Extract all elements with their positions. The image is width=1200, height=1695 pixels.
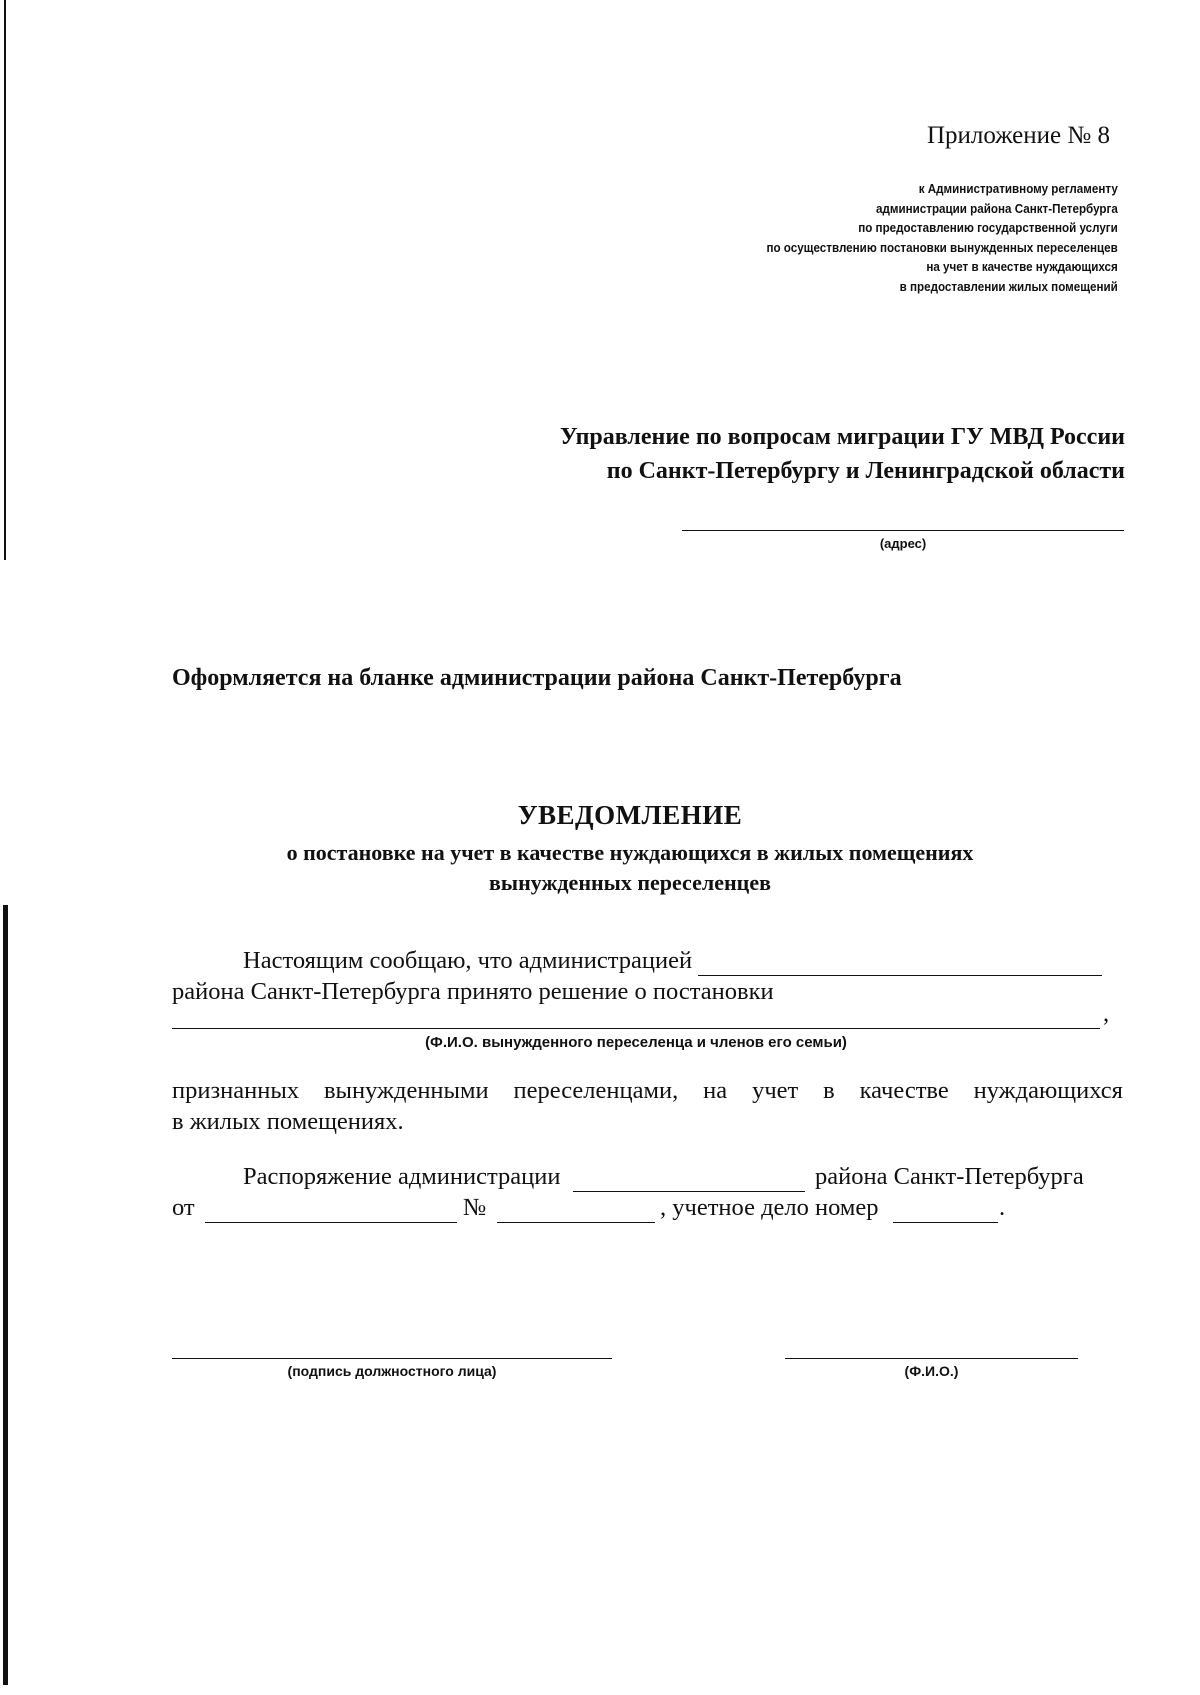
regulation-line: по предоставлению государственной услуги [858, 221, 1118, 235]
administration-name-field[interactable] [698, 975, 1102, 976]
addressee-line-1: Управление по вопросам миграции ГУ МВД России [559, 424, 1125, 450]
fio-comma: , [1103, 1000, 1110, 1027]
appendix-title: Приложение № 8 [926, 122, 1110, 149]
regulation-reference [767, 180, 1118, 297]
order-suffix: района Санкт-Петербурга [815, 1163, 1084, 1190]
recognized-word: признанных [172, 1077, 300, 1104]
recognized-word: переселенцами, [513, 1077, 679, 1104]
case-number-field[interactable] [893, 1222, 998, 1223]
order-prefix: Распоряжение администрации [243, 1163, 561, 1190]
notice-subtitle-line-1: о постановке на учет в качестве нуждающихся в жилых помещениях [286, 840, 974, 865]
scan-edge-mark-bottom [3, 905, 8, 1685]
recognized-word: вынужденными [323, 1077, 489, 1104]
recognized-line-2: в жилых помещениях. [172, 1108, 404, 1135]
fio-family-field[interactable] [172, 1028, 1100, 1029]
fio-signature-caption: (Ф.И.О.) [904, 1363, 959, 1379]
address-field[interactable] [682, 530, 1124, 531]
recognized-word: на [703, 1077, 728, 1104]
official-signature-field[interactable] [172, 1358, 612, 1359]
addressee-line-2: по Санкт-Петербургу и Ленинградской области [606, 458, 1125, 484]
body-line-1: Настоящим сообщаю, что администрацией [243, 947, 693, 974]
fio-signature-field[interactable] [785, 1358, 1078, 1359]
official-signature-caption: (подпись должностного лица) [287, 1363, 497, 1379]
regulation-line: по осуществлению постановки вынужденных переселенцев [766, 240, 1118, 255]
from-label: от [172, 1194, 195, 1221]
regulation-line: в предоставлении жилых помещений [899, 279, 1118, 294]
notice-subtitle [170, 838, 1090, 898]
order-number-field[interactable] [497, 1222, 655, 1223]
notice-title: УВЕДОМЛЕНИЕ [517, 800, 743, 830]
notice-subtitle-line-2: вынужденных переселенцев [489, 870, 771, 895]
scan-edge-mark-top [4, 0, 6, 560]
order-administration-field[interactable] [573, 1191, 805, 1192]
regulation-line: администрации района Санкт-Петербурга [876, 201, 1118, 216]
letterhead-note: Оформляется на бланке администрации района Санкт-Петербурга [172, 665, 902, 691]
case-label: , учетное дело номер [660, 1194, 879, 1221]
number-label: № [463, 1194, 487, 1221]
order-date-field[interactable] [205, 1222, 457, 1223]
regulation-line: на учет в качестве нуждающихся [926, 260, 1118, 274]
addressee-block [560, 420, 1125, 488]
fio-family-caption: (Ф.И.О. вынужденного переселенца и членов его семьи) [425, 1034, 847, 1051]
recognized-line [172, 1077, 1123, 1105]
recognized-word: учет [752, 1077, 799, 1104]
address-caption: (адрес) [879, 536, 927, 551]
recognized-word: нуждающихся [973, 1077, 1123, 1104]
recognized-word: в [823, 1077, 835, 1104]
recognized-word: качестве [859, 1077, 949, 1104]
body-line-2: района Санкт-Петербурга принято решение о постановки [172, 978, 774, 1005]
regulation-line: к Административному регламенту [918, 182, 1118, 196]
final-period: . [999, 1194, 1006, 1221]
